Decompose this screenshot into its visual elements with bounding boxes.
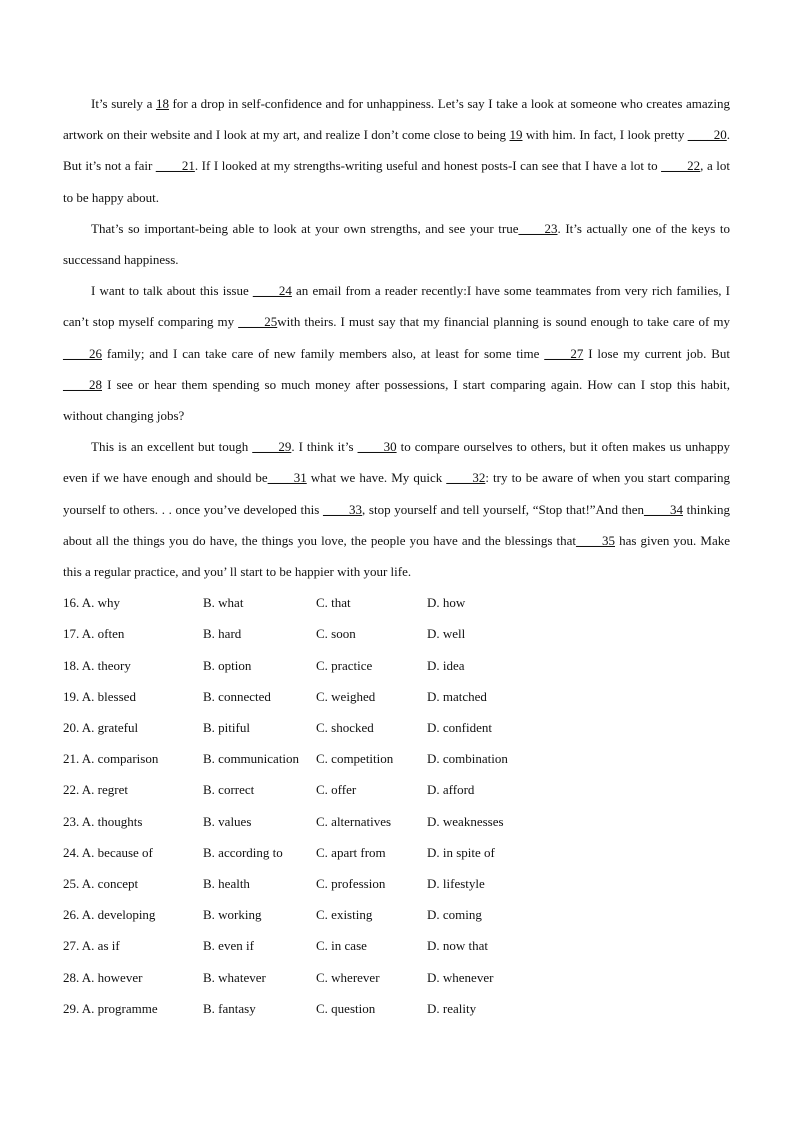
passage-text: I want to talk about this issue [91,283,253,299]
passage-paragraph [63,88,730,213]
question-options-row [63,993,730,1024]
blank-number: 19 [509,127,523,143]
passage-text: an email from a reader recently:I have some teammates from very rich families, I can’t stop myself comparing my [63,283,730,330]
option-c: C. apart from [316,844,386,860]
blank-number: ____27 [544,345,584,361]
option-b: B. health [203,875,250,891]
passage-text: , stop yourself and tell yourself, “Stop that!”And then [362,501,644,517]
question-options-row [63,650,730,681]
option-d: D. whenever [427,969,494,985]
passage-text: I lose my current job. But [583,345,730,361]
option-c: C. shocked [316,720,374,735]
question-options-row [63,806,730,837]
passage-text: . I think it’s [291,439,358,455]
option-d: D. how [427,595,466,611]
passage-text: . If I looked at my strengths-writing useful and honest posts-I can see that I have a lot to [194,158,662,174]
question-options-row [63,774,730,805]
blank-number: ____33 [323,501,362,517]
option-a: 16. A. why [63,595,121,611]
blank-number: ____24 [252,283,292,299]
passage-text: to compare ourselves to others, but it often makes us unhappy even if we have enough and should be [63,439,730,486]
passage-text: , a lot to be happy about. [63,158,730,205]
blank-number: ____31 [267,470,307,486]
option-c: C. offer [316,782,357,798]
option-a: 27. A. as if [63,938,120,954]
passage-text: with theirs. I must say that my financial planning is sound enough to take care of my [277,314,730,330]
option-d: D. now that [427,938,489,954]
option-d: D. in spite of [427,844,495,860]
option-b: B. pitiful [203,720,250,735]
option-c: C. that [316,595,351,611]
option-a: 22. A. regret [63,782,128,798]
option-c: C. practice [316,657,373,673]
passage-text: with him. In fact, I look pretty [522,127,688,143]
option-d: D. lifestyle [427,875,485,891]
blank-number: 18 [155,96,169,111]
option-d: D. coming [427,907,482,923]
blank-number: ____35 [576,532,615,548]
option-a: 20. A. grateful [63,720,139,735]
passage-text: It’s surely a [91,96,156,111]
blank-number: ____34 [643,501,683,517]
passage-text: what we have. My quick [306,470,447,486]
passage-text: has given you. Make this a regular practice, and you’ ll start to be happier with your life. [63,532,730,580]
option-b: B. whatever [203,969,266,985]
option-c: C. wherever [316,969,380,985]
option-a: 24. A. because of [63,844,153,860]
passage-paragraph [63,213,730,275]
document-page [63,88,730,1024]
passage-paragraph [63,275,730,431]
blank-number: ____20 [687,127,727,143]
blank-number: ____23 [518,220,558,236]
cloze-passage [63,88,730,587]
passage-text: thinking about all the things you do have, the things you love, the people you have and the blessings that [63,501,730,548]
option-d: D. combination [427,751,508,767]
question-options-row [63,681,730,712]
passage-text: . It’s actually one of the keys to successand happiness. [63,220,730,268]
option-d: D. confident [427,720,492,735]
blank-number: ____25 [238,314,278,330]
option-c: C. competition [316,751,394,767]
option-a: 21. A. comparison [63,751,159,767]
option-b: B. connected [203,688,271,704]
option-b: B. even if [203,938,254,954]
option-b: B. fantasy [203,1000,256,1016]
option-a: 28. A. however [63,969,143,985]
question-options-row [63,868,730,899]
option-d: D. well [427,626,466,642]
question-options-row [63,743,730,774]
passage-text: That’s so important-being able to look at your own strengths, and see your true [91,220,519,236]
option-a: 23. A. thoughts [63,813,143,829]
option-d: D. matched [427,688,487,704]
option-a: 19. A. blessed [63,688,136,704]
option-b: B. what [203,595,244,611]
option-b: B. hard [203,626,242,642]
option-b: B. according to [203,844,283,860]
passage-text: for a drop in self-confidence and for unhappiness. Let’s say I take a look at someone who creates amazing artwork on their website and I look at my art, and realize I don’t come close to being [63,96,731,143]
option-b: B. correct [203,782,255,798]
option-a: 25. A. concept [63,875,139,891]
option-c: C. in case [316,938,367,954]
blank-number: ____29 [252,439,292,455]
passage-text: This is an excellent but tough [91,439,253,455]
option-c: C. existing [316,907,373,923]
option-b: B. communication [203,751,300,767]
blank-number: ____26 [63,345,102,361]
passage-text: : try to be aware of when you start comparing yourself to others. . . once you’ve developed this [63,470,730,517]
option-c: C. soon [316,626,356,642]
option-c: C. weighed [316,688,376,704]
question-options-row [63,587,730,618]
question-options-row [63,618,730,649]
blank-number: ____32 [446,470,486,486]
option-c: C. alternatives [316,813,392,829]
answer-options [63,587,730,1024]
passage-paragraph [63,431,730,587]
question-options-row [63,899,730,930]
blank-number: ____28 [63,376,102,392]
passage-text: . But it’s not a fair [63,127,730,174]
option-b: B. working [203,907,262,923]
option-d: D. reality [427,1000,477,1016]
question-options-row [63,962,730,993]
option-d: D. afford [427,782,475,798]
option-c: C. profession [316,875,386,891]
option-d: D. weaknesses [427,813,504,829]
option-a: 26. A. developing [63,907,156,923]
question-options-row [63,712,730,743]
option-a: 17. A. often [63,626,125,642]
question-options-row [63,930,730,961]
passage-text: I see or hear them spending so much money after possessions, I start comparing again. How can I stop this habit, without changing jobs? [63,376,730,424]
option-c: C. question [316,1000,376,1016]
blank-number: ____30 [357,439,397,455]
option-b: B. values [203,813,252,829]
option-a: 18. A. theory [63,657,131,673]
option-b: B. option [203,657,252,673]
blank-number: ____22 [661,158,701,174]
option-d: D. idea [427,657,465,673]
passage-text: family; and I can take care of new family members also, at least for some time [102,345,545,361]
option-a: 29. A. programme [63,1000,158,1016]
question-options-row [63,837,730,868]
blank-number: ____21 [155,158,195,174]
